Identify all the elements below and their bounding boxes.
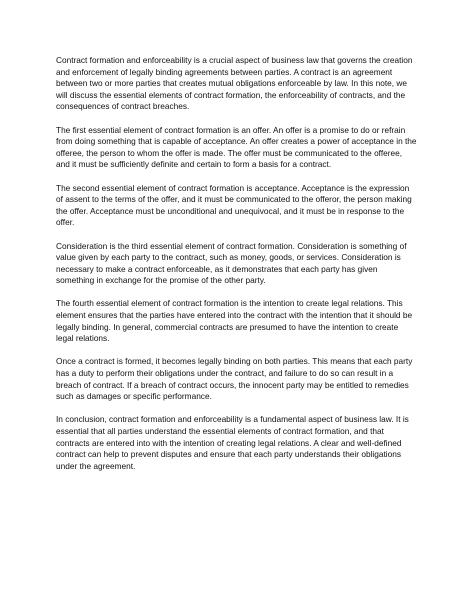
paragraph-intention: The fourth essential element of contract formation is the intention to create legal relations. This element ensures that the parties have entered into the contract with the intention that it should be legally binding. In general, commercial contracts are presumed to have the intention to create legal relations. [56, 298, 413, 344]
paragraph-binding-effect: Once a contract is formed, it becomes legally binding on both parties. This means that each party has a duty to perform their obligations under the contract, and failure to do so can result in a breach of contract. If a breach of contract occurs, the innocent party may be entitled to remedies such as damages or specific performance. [56, 356, 413, 402]
paragraph-acceptance: The second essential element of contract formation is acceptance. Acceptance is the expression of assent to the terms of the offer, and it must be communicated to the offeror, the person making the offer. Acceptance must be unconditional and unequivocal, and it must be in response to the offer. [56, 182, 412, 228]
paragraph-conclusion: In conclusion, contract formation and enforceability is a fundamental aspect of business law. It is essential that all parties understand the essential elements of contract formation, and that contracts are entered into with the intention of creating legal relations. A clear and well-defined contract can help to prevent disputes and ensure that each party understands their obligations under the agreement. [56, 414, 409, 471]
document-body [56, 55, 418, 484]
paragraph-consideration: Consideration is the third essential element of contract formation. Consideration is something of value given by each party to the contract, such as money, goods, or services. Consideration is necessary to make a contract enforceable, as it demonstrates that each party has given something in exchange for the promise of the other party. [56, 240, 407, 286]
paragraph-introduction: Contract formation and enforceability is a crucial aspect of business law that governs the creation and enforcement of legally binding agreements between parties. A contract is an agreement between two or more parties that creates mutual obligations enforceable by law. In this note, we will discuss the essential elements of contract formation, the enforceability of contracts, and the consequences of contract breaches. [56, 55, 413, 112]
paragraph-offer: The first essential element of contract formation is an offer. An offer is a promise to do or refrain from doing something that is capable of acceptance. An offer creates a power of acceptance in the offeree, the person to whom the offer is made. The offer must be communicated to the offeree, and it must be sufficiently definite and certain to form a basis for a contract. [56, 124, 417, 170]
